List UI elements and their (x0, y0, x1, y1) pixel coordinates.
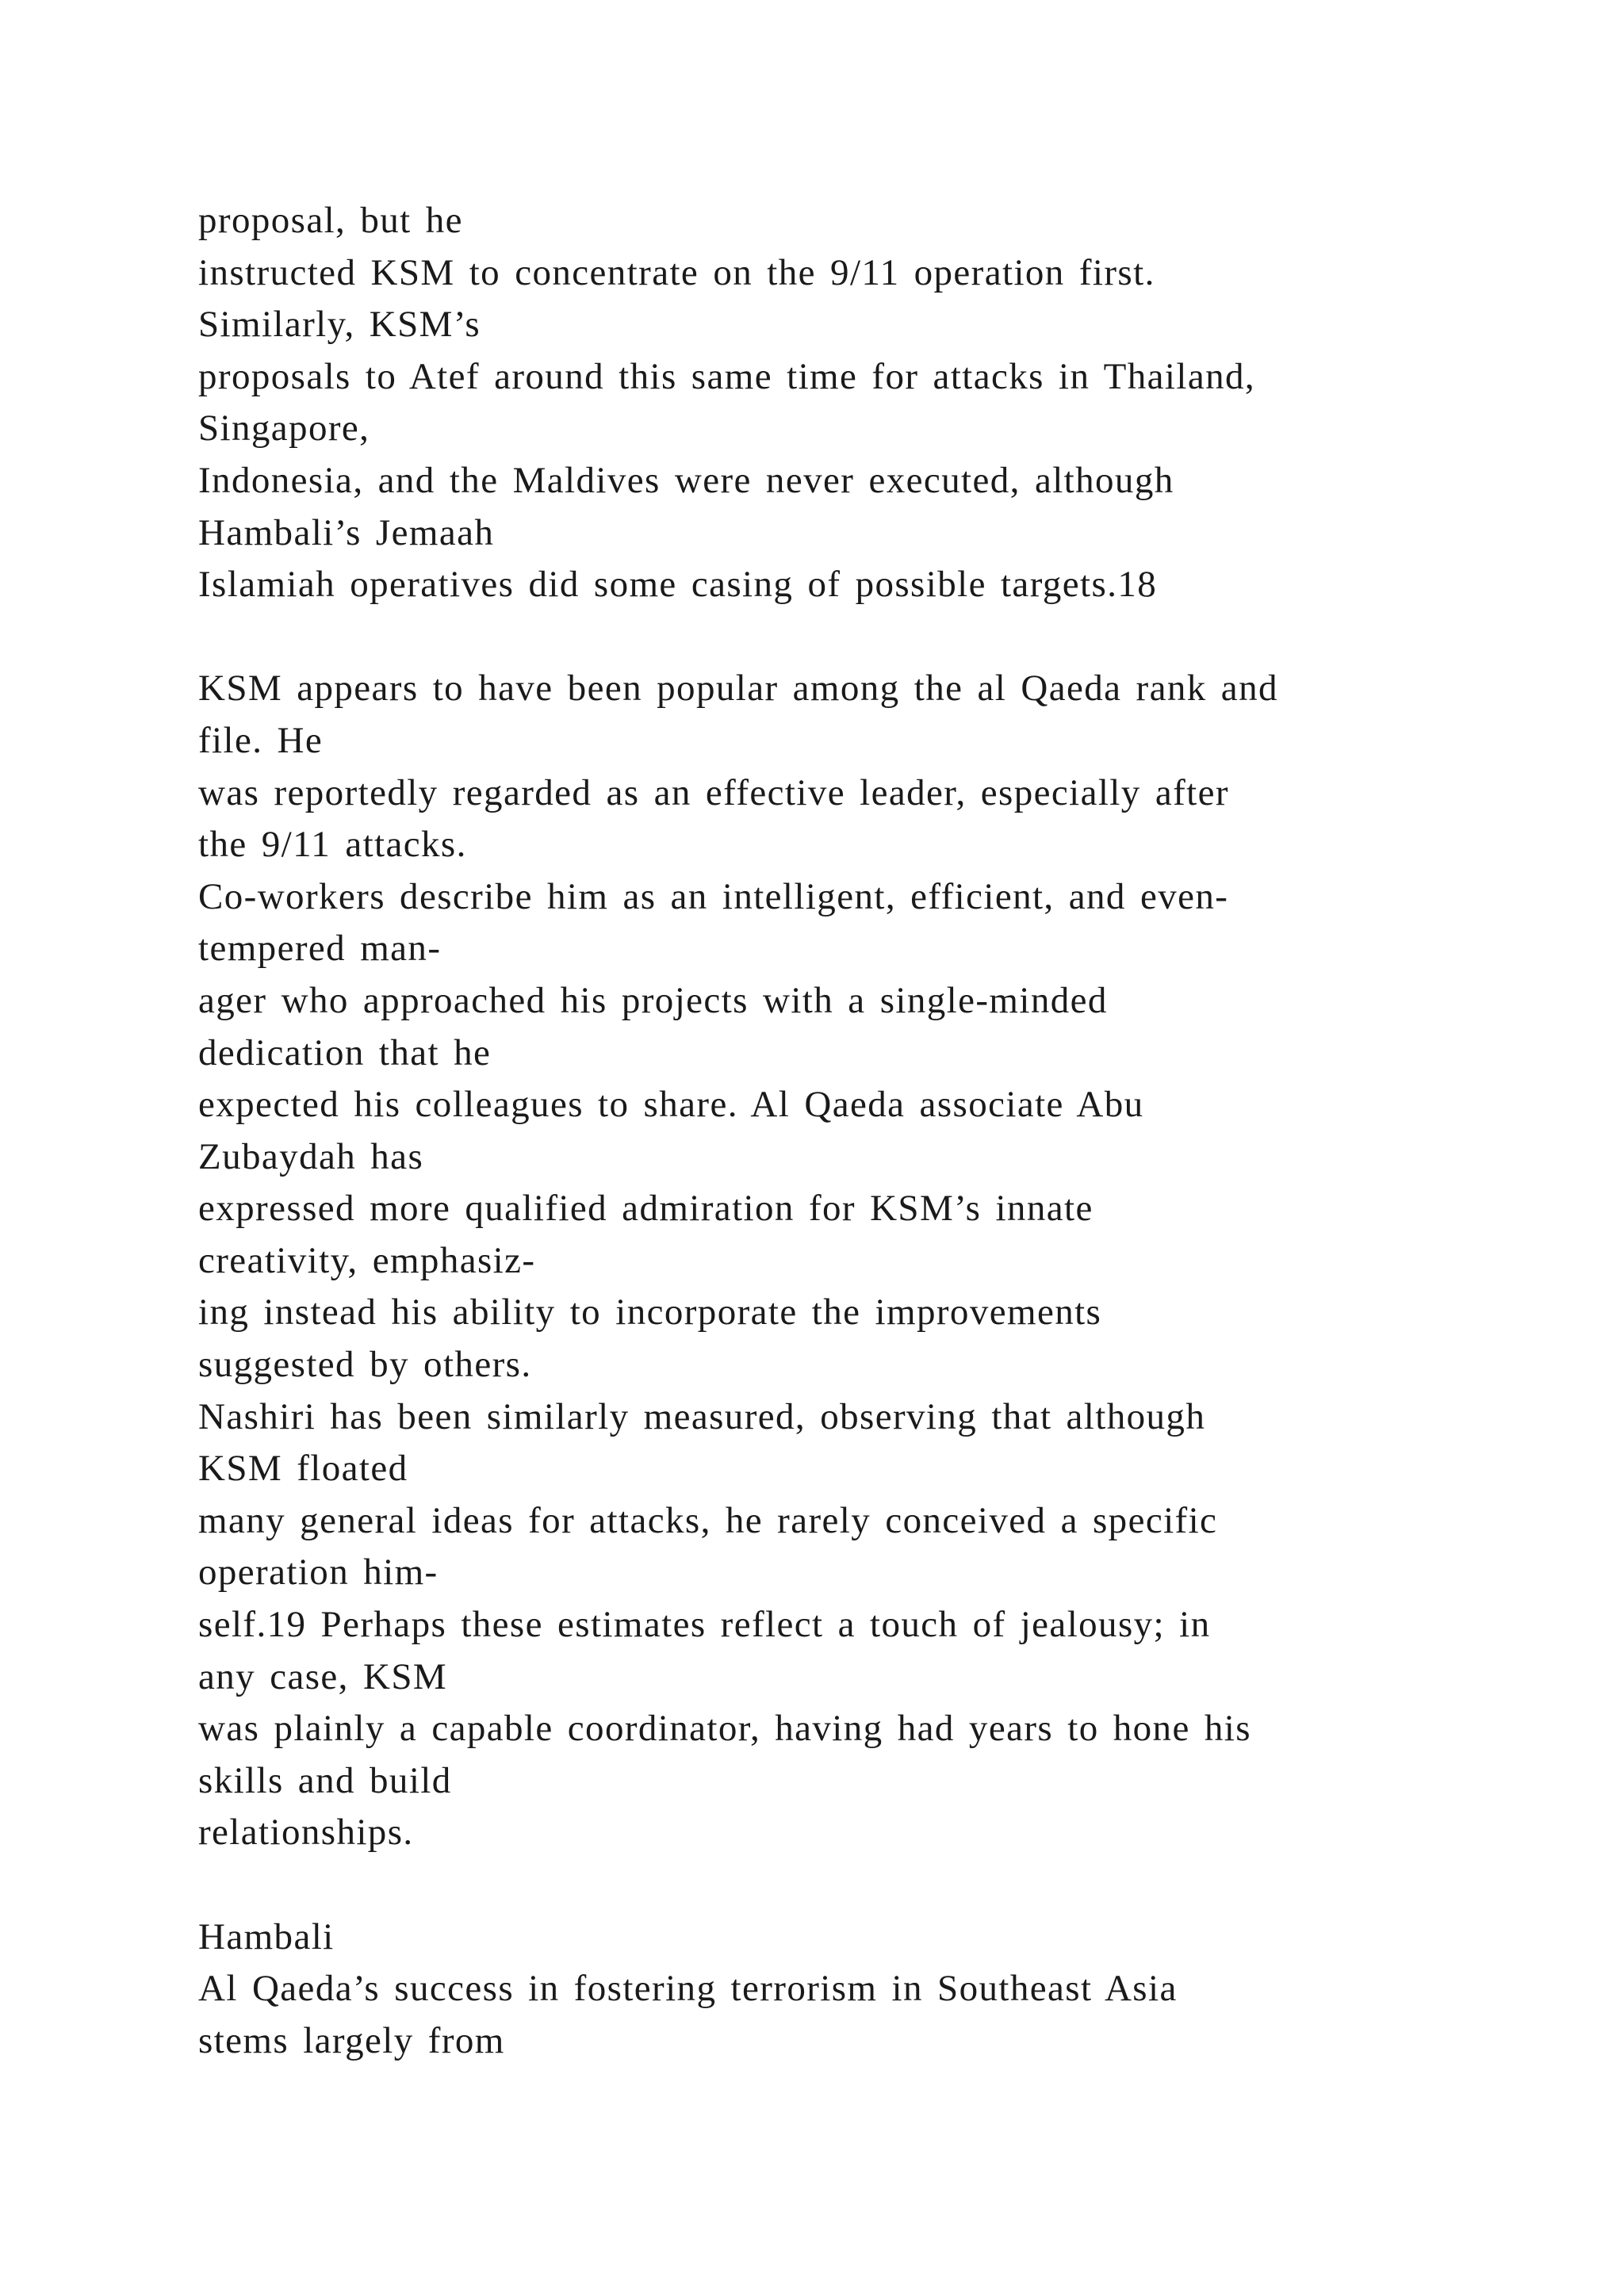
text-line: tempered man- (198, 928, 442, 970)
text-line: the 9/11 attacks. (198, 824, 467, 866)
body-text (198, 195, 1546, 2067)
text-line: creativity, emphasiz- (198, 1239, 536, 1281)
text-line: self.19 Perhaps these estimates reflect a touch of jealousy; in (198, 1604, 1211, 1646)
text-line: Similarly, KSM’s (198, 304, 481, 346)
text-line: was plainly a capable coordinator, having had years to hone his (198, 1708, 1251, 1750)
text-line: any case, KSM (198, 1655, 448, 1697)
text-line: KSM floated (198, 1448, 408, 1490)
text-line: suggested by others. (198, 1344, 532, 1386)
text-line: Al Qaeda’s success in fostering terrorism in Southeast Asia (198, 1968, 1178, 2010)
text-line: Islamiah operatives did some casing of possible targets.18 (198, 564, 1158, 606)
text-line: Indonesia, and the Maldives were never executed, although (198, 459, 1174, 501)
text-line: Co-workers describe him as an intelligent, efficient, and even- (198, 875, 1229, 917)
section-heading: Hambali (198, 1915, 335, 1957)
text-line: dedication that he (198, 1031, 492, 1073)
text-line: Nashiri has been similarly measured, observing that although (198, 1395, 1206, 1437)
text-line: stems largely from (198, 2019, 505, 2061)
text-line: KSM appears to have been popular among the al Qaeda rank and (198, 668, 1278, 710)
paragraph-break (198, 1859, 1546, 1911)
paragraph-break (198, 611, 1546, 664)
text-line: skills and build (198, 1759, 452, 1801)
text-line: expressed more qualified admiration for KSM’s innate (198, 1188, 1094, 1230)
text-line: Singapore, (198, 408, 370, 450)
text-line: expected his colleagues to share. Al Qaeda associate Abu (198, 1084, 1144, 1126)
text-line: proposals to Atef around this same time for attacks in Thailand, (198, 355, 1256, 397)
text-line: Hambali’s Jemaah (198, 511, 495, 553)
text-line: Zubaydah has (198, 1135, 424, 1177)
text-line: many general ideas for attacks, he rarely conceived a specific (198, 1499, 1218, 1541)
text-line: was reportedly regarded as an effective leader, especially after (198, 771, 1229, 813)
text-line: file. He (198, 719, 324, 761)
text-line: ing instead his ability to incorporate the improvements (198, 1292, 1102, 1334)
text-line: operation him- (198, 1552, 439, 1594)
text-line: instructed KSM to concentrate on the 9/11 operation first. (198, 251, 1155, 293)
text-line: proposal, but he (198, 200, 463, 241)
text-line: relationships. (198, 1812, 414, 1854)
text-line: ager who approached his projects with a single-minded (198, 979, 1108, 1021)
